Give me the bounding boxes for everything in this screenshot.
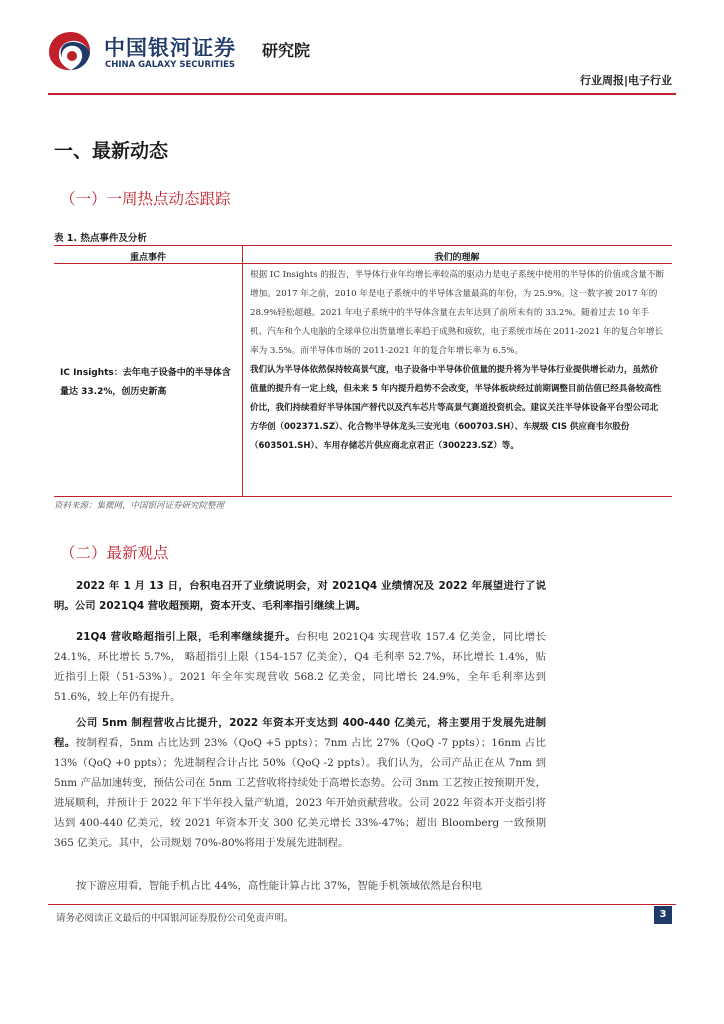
header-divider [48,93,676,95]
company-logo [46,28,311,76]
paragraph-q4-revenue [54,627,546,707]
logo-chinese-text: 中国银河证券 [104,36,236,60]
analysis-text: 根据 IC Insights 的报告，半导体行业年均增长率较高的驱动力是电子系统中使用的半导体的价值或含量不断增加。2017 年之前，2010 年是电子系统中的半导体含量最高的年份，为 25.9%。这一数字被 2017 年的 28.9%轻松超越。2021 年电子系统中的半导体含量在去年达到了前所未有的 33.2%。随着过去 10 年手机、汽车和个人电脑的全球单位出货量增长率趋于成熟和疲软，电子系统市场在 2011-2021 年的复合年增长率为 3.5%。而半导体市场的 2011-2021 年的复合年增长率为 6.5%。 [250,270,665,356]
logo-institute-text: 研究院 [262,41,311,60]
table-cell-analysis [250,266,666,456]
table-source-note: 资料来源：集微网，中国银河证券研究院整理 [54,501,225,511]
report-category: 行业周报|电子行业 [579,74,672,87]
table-header-analysis: 我们的理解 [434,253,480,263]
paragraph-5nm-capex [54,713,546,853]
paragraph-summary: 2022 年 1 月 13 日，台积电召开了业绩说明会，对 2021Q4 业绩情况及 2022 年展望进行了说明。公司 2021Q4 营收超预期，资本开支、毛利率指引继续上调。 [54,580,546,612]
section-title: 一、最新动态 [54,140,169,162]
table-caption: 表 1. 热点事件及分析 [54,233,147,244]
paragraph-text: 台积电 2021Q4 实现营收 157.4 亿美金，同比增长 24.1%，环比增长 5.7%， 略超指引上限（154-157 亿美金），Q4 毛利率 52.7%，环比增长 1.4%，贴近指引上限（51-53%）。2021 年全年实现营收 568.2 亿美金，同比增长 24.9%，全年毛利率达到 51.6%，较上年仍有提升。 [54,631,547,703]
table-header-row [54,246,672,264]
footer-disclaimer: 请务必阅读正文最后的中国银河证券股份公司免责声明。 [56,913,294,924]
galaxy-logo-icon [46,28,96,74]
subsection-title-hot-events: （一）一周热点动态跟踪 [60,190,231,208]
table-header-event: 重点事件 [129,253,166,263]
table-cell-event: IC Insights：去年电子设备中的半导体含量达 33.2%，创历史新高 [60,368,231,397]
paragraph-downstream: 按下游应用看，智能手机占比 44%，高性能计算占比 37%，智能手机领域依然是台积电 [76,880,483,892]
footer-divider [48,904,676,905]
logo-english-text: CHINA GALAXY SECURITIES [105,60,236,70]
page-number: 3 [654,906,672,924]
analysis-conclusion: 我们认为半导体依然保持较高景气度，电子设备中半导体价值量的提升将为半导体行业提供增长动力，虽然价值量的提升有一定上线，但未来 5 年内提升趋势不会改变，半导体板块经过前期调整目前估值已经具备较高性价比，我们持续看好半导体国产替代以及汽车芯片等高景气赛道投资机会。建议关注半导体设备平台型公司北方华创（002371.SZ）、化合物半导体龙头三安光电（600703.SH）、车规级 CIS 供应商韦尔股份（603501.SH）、车用存储芯片供应商北京君正（300223.SZ）等。 [250,365,662,451]
paragraph-text: 按制程看，5nm 占比达到 23%（QoQ +5 ppts）；7nm 占比 27%（QoQ -7 ppts）；16nm 占比 13%（QoQ +0 ppts）；先进制程合计占比 50%（QoQ -2 ppts）。我们认为，公司产品正在从 7nm 到 5nm 产品加速转变，预估公司在 5nm 工艺营收将持续处于高增长态势。公司 3nm 工艺按正按预期开发，进展顺利，并预计于 2022 年下半年投入量产轨道，2023 年开始贡献营收。公司 2022 年资本开支指引将达到 400-440 亿美元，较 2021 年资本开支 300 亿美元增长 33%-47%；超出 Bloomberg 一致预期 365 亿美元。其中，公司规划 70%-80%将用于发展先进制程。 [54,737,547,849]
subsection-title-latest-views: （二）最新观点 [60,544,169,562]
hot-events-table [54,245,672,497]
paragraph-lead: 21Q4 营收略超指引上限，毛利率继续提升。 [76,631,297,643]
table-column-divider [242,246,243,496]
paragraph-lead: 公司 5nm 制程营收占比提升，2022 年资本开支达到 400-440 亿美元，将主要用于发展先进制程。 [54,717,546,749]
